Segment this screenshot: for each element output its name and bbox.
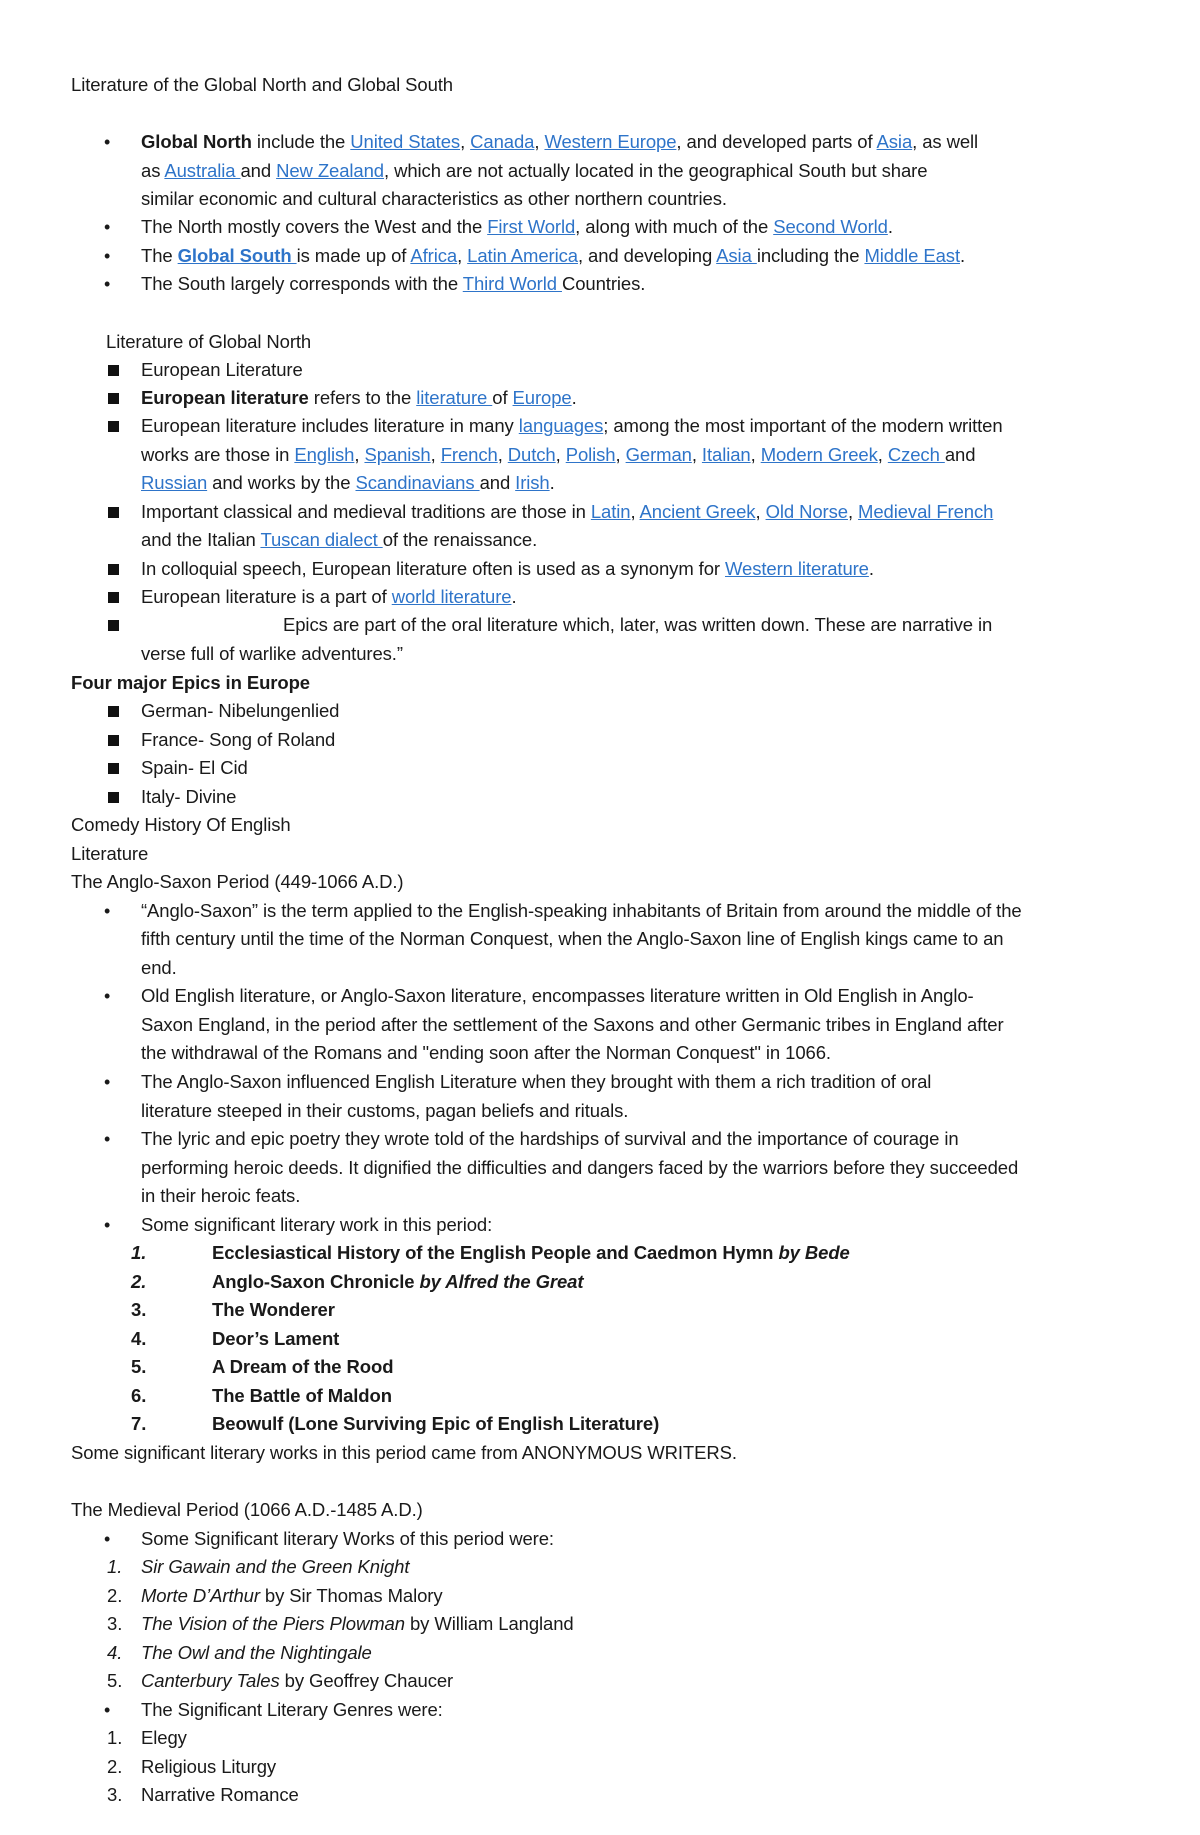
medieval-genre-2: Religious Liturgy <box>141 1756 277 1777</box>
link-russian[interactable]: Russian <box>141 472 208 493</box>
medieval-work-3: The Vision of the Piers Plowman by William Langland <box>141 1613 574 1634</box>
list-number: 3. <box>107 1784 123 1805</box>
medieval-genre-3: Narrative Romance <box>141 1784 299 1805</box>
gn-bullet-4: The South largely corresponds with the Third World Countries. <box>141 273 646 294</box>
anglo-work-7: Beowulf (Lone Surviving Epic of English Literature) <box>212 1413 660 1434</box>
anglo-work-4: Deor’s Lament <box>212 1328 340 1349</box>
anglo-closing-note: Some significant literary works in this period came from ANONYMOUS WRITERS. <box>71 1442 737 1463</box>
link-latin-america[interactable]: Latin America <box>467 245 578 266</box>
medieval-work-2: Morte D’Arthur by Sir Thomas Malory <box>141 1585 443 1606</box>
bullet-dot: • <box>104 1215 111 1235</box>
medieval-bullet-2: The Significant Literary Genres were: <box>141 1699 443 1720</box>
link-languages[interactable]: languages <box>518 415 604 436</box>
square-bullet <box>108 393 119 404</box>
list-number: 2. <box>131 1271 147 1292</box>
link-scandinavians[interactable]: Scandinavians <box>355 472 480 493</box>
link-dutch[interactable]: Dutch <box>507 444 556 465</box>
square-bullet <box>108 735 119 746</box>
anglo-bullet-2-line-3: the withdrawal of the Romans and "ending soon after the Norman Conquest" in 1066. <box>141 1042 831 1063</box>
medieval-bullet-1: Some Significant literary Works of this period were: <box>141 1528 554 1549</box>
medieval-work-5: Canterbury Tales by Geoffrey Chaucer <box>141 1670 454 1691</box>
link-australia[interactable]: Australia <box>164 160 241 181</box>
link-global-south[interactable]: Global South <box>177 245 297 266</box>
section-heading-anglo-saxon: The Anglo-Saxon Period (449-1066 A.D.) <box>71 871 404 892</box>
link-latin[interactable]: Latin <box>590 501 631 522</box>
link-asia[interactable]: Asia <box>876 131 913 152</box>
link-italian[interactable]: Italian <box>701 444 751 465</box>
lgn-item-3-line-3: Russian and works by the Scandinavians and Irish. <box>141 472 555 493</box>
lgn-item-3-line-2: works are those in English, Spanish, French, Dutch, Polish, German, Italian, Modern Greek, Czech and <box>141 444 976 465</box>
anglo-bullet-4-line-2: performing heroic deeds. It dignified the difficulties and dangers faced by the warriors before they succeeded <box>141 1157 1019 1178</box>
link-asia-2[interactable]: Asia <box>716 245 757 266</box>
anglo-bullet-3-line-1: The Anglo-Saxon influenced English Literature when they brought with them a rich tradition of oral <box>141 1071 932 1092</box>
gn-bullet-2: The North mostly covers the West and the First World, along with much of the Second World. <box>141 216 893 237</box>
link-third-world[interactable]: Third World <box>462 273 562 294</box>
list-number: 4. <box>131 1328 147 1349</box>
square-bullet <box>108 792 119 803</box>
anglo-bullet-1-line-1: “Anglo-Saxon” is the term applied to the English-speaking inhabitants of Britain from around the middle of the <box>141 900 1022 921</box>
lgn-item-7-line-1: Epics are part of the oral literature which, later, was written down. These are narrative in <box>283 614 993 635</box>
link-english[interactable]: English <box>294 444 355 465</box>
link-world-literature[interactable]: world literature <box>391 586 512 607</box>
section-heading-medieval: The Medieval Period (1066 A.D.-1485 A.D.) <box>71 1499 423 1520</box>
list-number: 3. <box>131 1299 147 1320</box>
link-french[interactable]: French <box>440 444 498 465</box>
link-old-norse[interactable]: Old Norse <box>765 501 848 522</box>
lgn-item-4-line-1: Important classical and medieval traditions are those in Latin, Ancient Greek, Old Norse, Medieval French <box>141 501 994 522</box>
link-second-world[interactable]: Second World <box>773 216 888 237</box>
anglo-bullet-1-line-3: end. <box>141 957 177 978</box>
document-title: Literature of the Global North and Global South <box>71 74 453 95</box>
link-first-world[interactable]: First World <box>487 216 576 237</box>
section-heading-epics: Four major Epics in Europe <box>71 672 310 693</box>
gn-bullet-1-line-3: similar economic and cultural characteristics as other northern countries. <box>141 188 727 209</box>
epic-item: German- Nibelungenlied <box>141 700 340 721</box>
link-ancient-greek[interactable]: Ancient Greek <box>639 501 756 522</box>
square-bullet <box>108 763 119 774</box>
bullet-dot: • <box>104 246 111 266</box>
bullet-dot: • <box>104 274 111 294</box>
epic-item: Italy- Divine <box>141 786 237 807</box>
anglo-bullet-4-line-3: in their heroic feats. <box>141 1185 301 1206</box>
link-polish[interactable]: Polish <box>565 444 616 465</box>
medieval-work-1: Sir Gawain and the Green Knight <box>141 1556 410 1577</box>
anglo-work-5: A Dream of the Rood <box>212 1356 394 1377</box>
square-bullet <box>108 507 119 518</box>
anglo-bullet-5: Some significant literary work in this period: <box>141 1214 493 1235</box>
list-number: 6. <box>131 1385 147 1406</box>
medieval-work-4: The Owl and the Nightingale <box>141 1642 372 1663</box>
bullet-dot: • <box>104 901 111 921</box>
link-tuscan-dialect[interactable]: Tuscan dialect <box>260 529 383 550</box>
gn-bullet-3: The Global South is made up of Africa, Latin America, and developing Asia including the Middle East. <box>141 245 966 266</box>
link-middle-east[interactable]: Middle East <box>864 245 960 266</box>
lgn-item-6: European literature is a part of world literature. <box>141 586 517 607</box>
link-europe[interactable]: Europe <box>512 387 572 408</box>
square-bullet <box>108 620 119 631</box>
comedy-history-line-1: Comedy History Of English <box>71 814 291 835</box>
anglo-bullet-4-line-1: The lyric and epic poetry they wrote told of the hardships of survival and the importance of courage in <box>141 1128 959 1149</box>
list-number: 7. <box>131 1413 147 1434</box>
list-number: 4. <box>107 1642 123 1663</box>
list-number: 5. <box>131 1356 147 1377</box>
link-modern-greek[interactable]: Modern Greek <box>760 444 878 465</box>
link-german[interactable]: German <box>625 444 692 465</box>
list-number: 1. <box>131 1242 147 1263</box>
lgn-item-3-line-1: European literature includes literature in many languages; among the most important of the modern written <box>141 415 1003 436</box>
anglo-bullet-2-line-1: Old English literature, or Anglo-Saxon literature, encompasses literature written in Old English in Anglo- <box>141 985 974 1006</box>
anglo-bullet-2-line-2: Saxon England, in the period after the settlement of the Saxons and other Germanic tribes in England after <box>141 1014 1004 1035</box>
bullet-dot: • <box>104 986 111 1006</box>
bullet-dot: • <box>104 132 111 152</box>
square-bullet <box>108 706 119 717</box>
lgn-item-7-line-2: verse full of warlike adventures.” <box>141 643 403 664</box>
anglo-work-2: Anglo-Saxon Chronicle by Alfred the Great <box>212 1271 584 1292</box>
bullet-dot: • <box>104 1529 111 1549</box>
bullet-dot: • <box>104 1072 111 1092</box>
lgn-item-4-line-2: and the Italian Tuscan dialect of the renaissance. <box>141 529 538 550</box>
link-africa[interactable]: Africa <box>410 245 458 266</box>
gn-bullet-1-line-2: as Australia and New Zealand, which are not actually located in the geographical South but share <box>141 160 928 181</box>
list-number: 5. <box>107 1670 123 1691</box>
link-literature[interactable]: literature <box>416 387 493 408</box>
anglo-bullet-1-line-2: fifth century until the time of the Norman Conquest, when the Anglo-Saxon line of English kings came to an <box>141 928 1004 949</box>
lgn-item-2: European literature refers to the literature of Europe. <box>141 387 577 408</box>
link-spanish[interactable]: Spanish <box>364 444 431 465</box>
gn-bullet-1-line-1: Global North include the United States, Canada, Western Europe, and developed parts of Asia, as well <box>141 131 979 152</box>
square-bullet <box>108 365 119 376</box>
section-heading-global-north: Literature of Global North <box>106 331 312 352</box>
list-number: 2. <box>107 1756 123 1777</box>
anglo-bullet-3-line-2: literature steeped in their customs, pagan beliefs and rituals. <box>141 1100 629 1121</box>
bullet-dot: • <box>104 1129 111 1149</box>
medieval-genre-1: Elegy <box>141 1727 187 1748</box>
comedy-history-line-2: Literature <box>71 843 149 864</box>
epic-item: Spain- El Cid <box>141 757 248 778</box>
link-irish[interactable]: Irish <box>515 472 550 493</box>
link-western-literature[interactable]: Western literature <box>725 558 869 579</box>
anglo-work-1: Ecclesiastical History of the English People and Caedmon Hymn by Bede <box>212 1242 850 1263</box>
bullet-dot: • <box>104 1700 111 1720</box>
list-number: 1. <box>107 1556 123 1577</box>
list-number: 1. <box>107 1727 123 1748</box>
epic-item: France- Song of Roland <box>141 729 336 750</box>
link-czech[interactable]: Czech <box>887 444 945 465</box>
link-united-states[interactable]: United States <box>350 131 461 152</box>
list-number: 2. <box>107 1585 123 1606</box>
anglo-work-6: The Battle of Maldon <box>212 1385 392 1406</box>
anglo-work-3: The Wonderer <box>212 1299 335 1320</box>
square-bullet <box>108 421 119 432</box>
square-bullet <box>108 564 119 575</box>
link-canada[interactable]: Canada <box>470 131 535 152</box>
lgn-item-5: In colloquial speech, European literature often is used as a synonym for Western literature. <box>141 558 874 579</box>
lgn-item-1: European Literature <box>141 359 303 380</box>
link-medieval-french[interactable]: Medieval French <box>858 501 994 522</box>
list-number: 3. <box>107 1613 123 1634</box>
bullet-dot: • <box>104 217 111 237</box>
square-bullet <box>108 592 119 603</box>
link-new-zealand[interactable]: New Zealand <box>276 160 384 181</box>
link-western-europe[interactable]: Western Europe <box>544 131 677 152</box>
